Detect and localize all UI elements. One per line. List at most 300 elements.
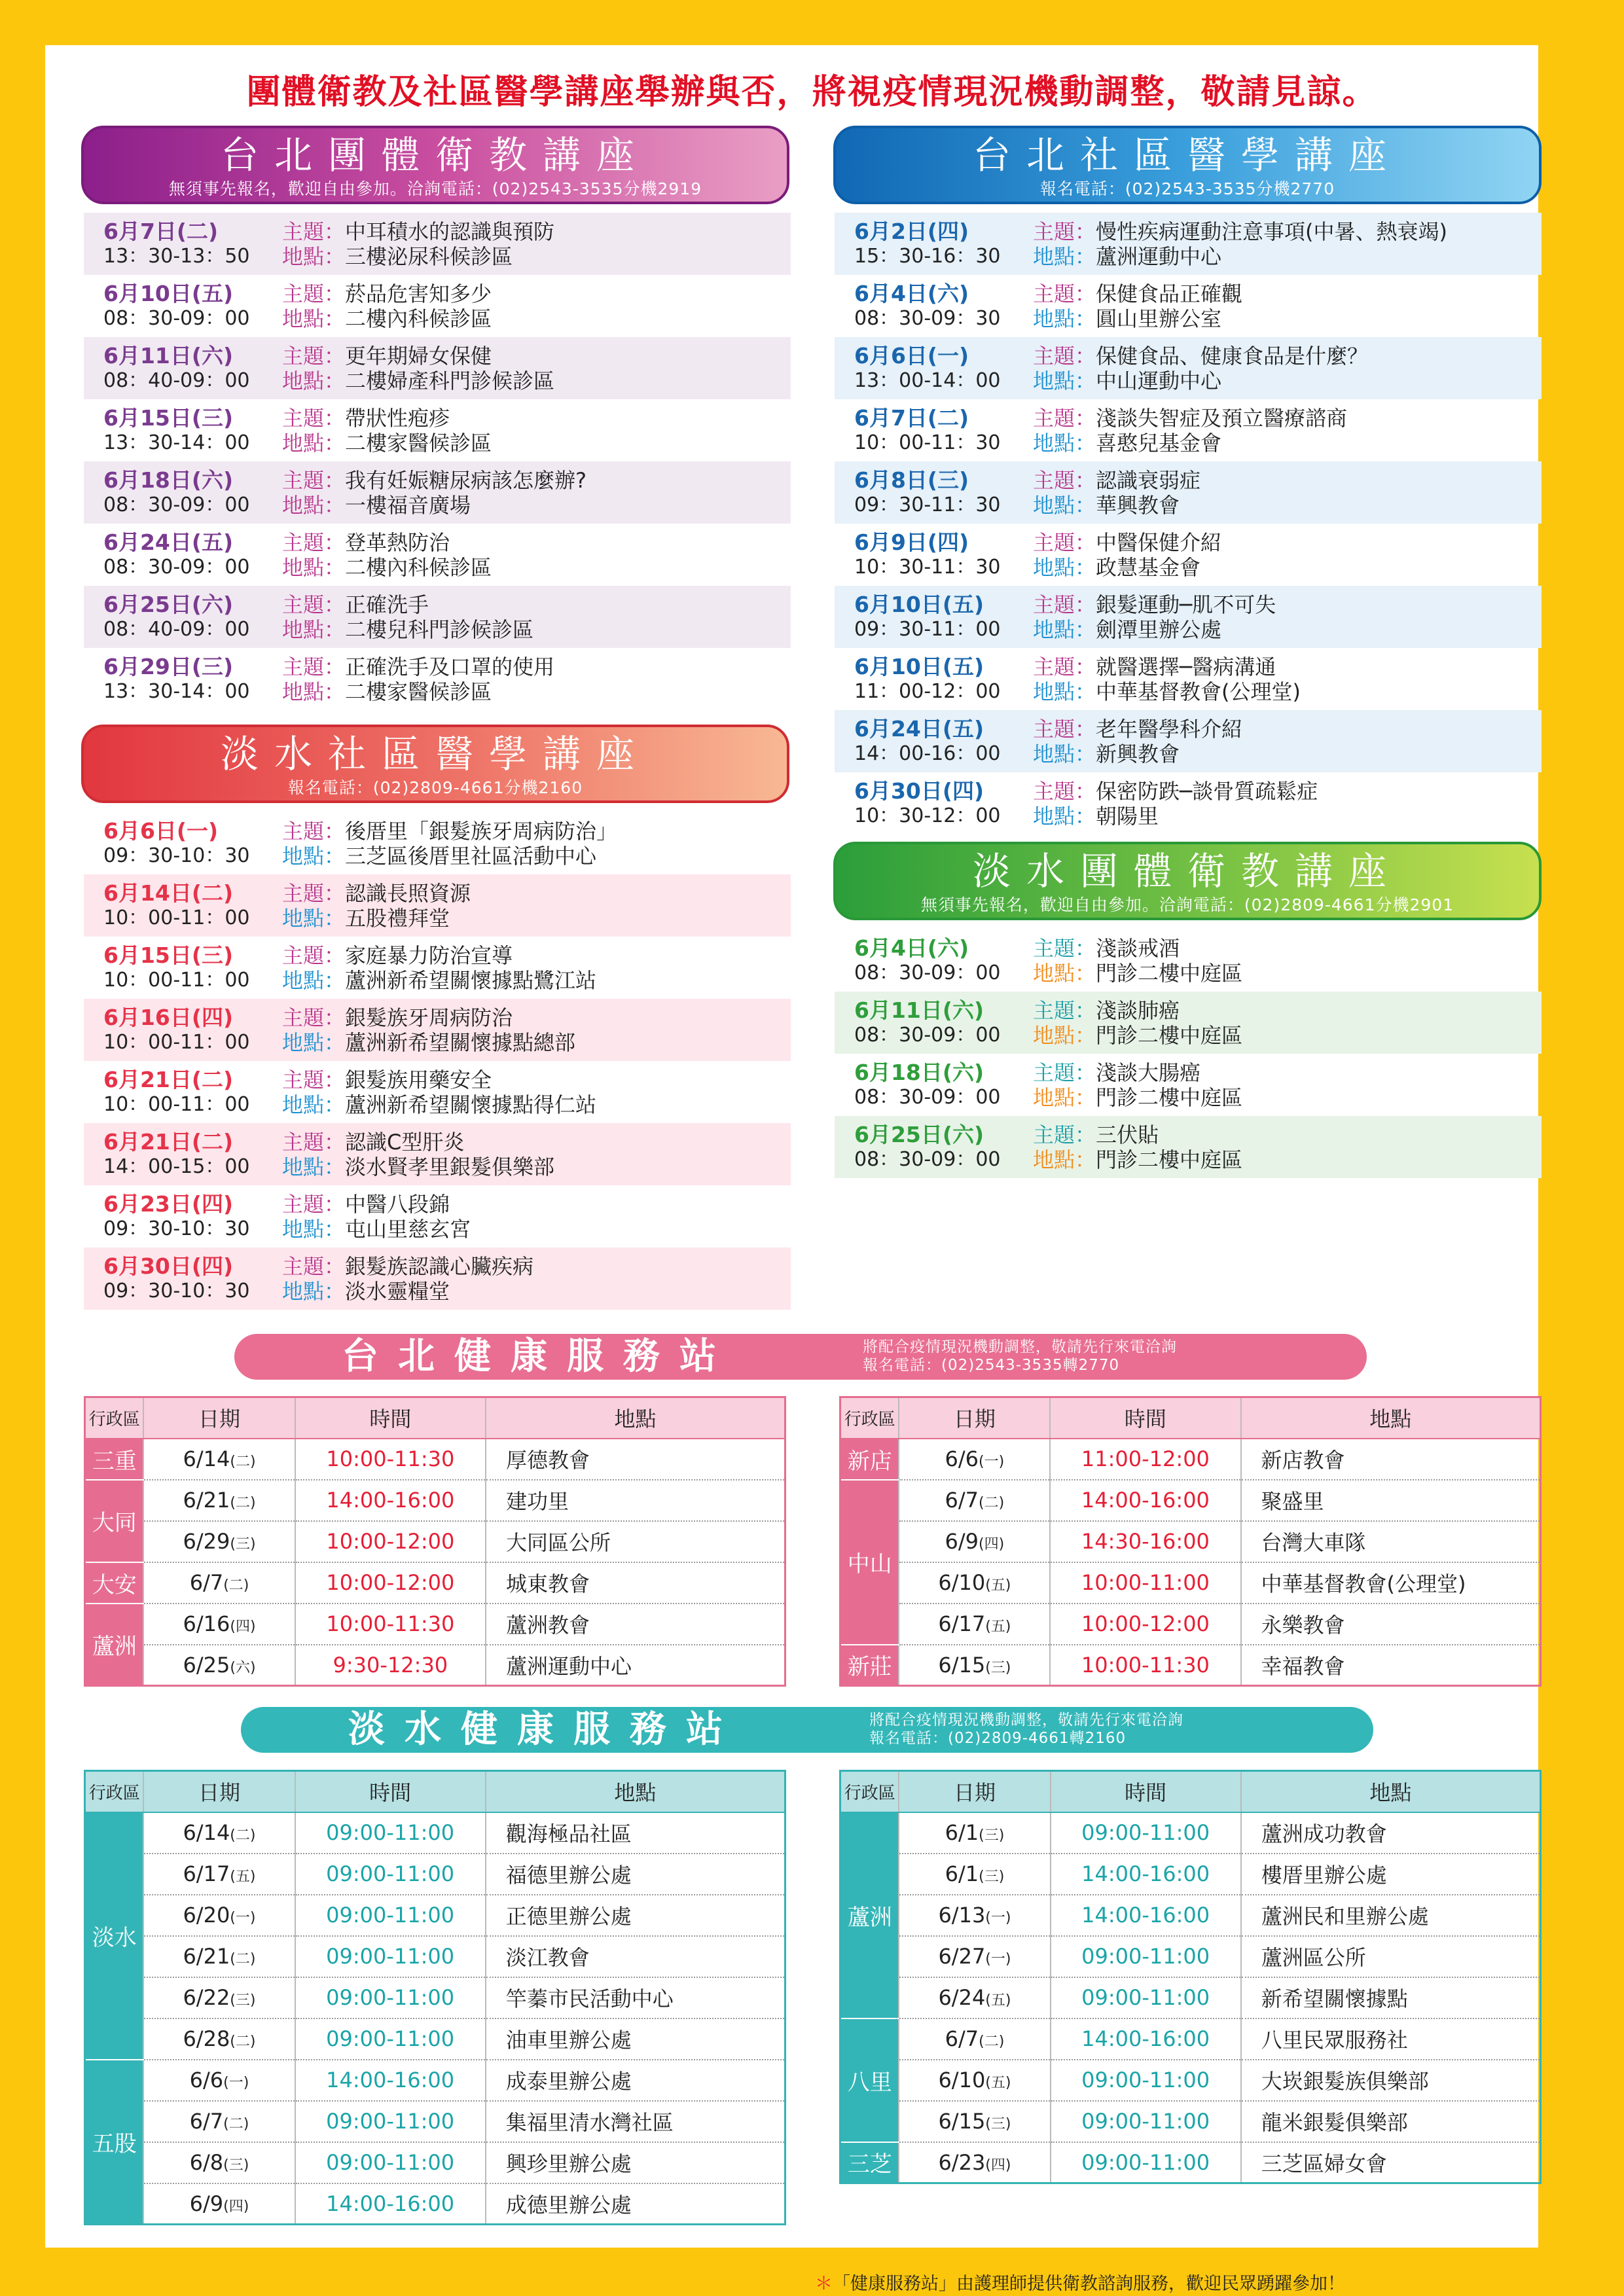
event-date: 6月16日(四)	[103, 1005, 234, 1030]
time-cell: 9:30-12:30	[295, 1645, 486, 1686]
event-datetime	[835, 461, 1033, 524]
weekday-value: (二)	[223, 1577, 249, 1594]
location-cell: 永樂教會	[1241, 1604, 1541, 1645]
time-cell: 14:00-16:00	[1051, 1895, 1241, 1936]
label-colon: ：	[1075, 742, 1096, 766]
place-label: 地點	[1033, 1023, 1075, 1048]
date-cell	[143, 1895, 295, 1936]
time-cell: 10:00-12:00	[295, 1521, 486, 1562]
event-row	[84, 399, 791, 461]
label-colon: ：	[324, 219, 346, 244]
event-time: 10：00-11：00	[103, 1031, 250, 1054]
label-colon: ：	[1075, 555, 1096, 580]
date-value: 6/6	[945, 1446, 979, 1471]
label-colon: ：	[324, 555, 346, 580]
weekday-value: (四)	[985, 2157, 1011, 2174]
event-topic-line	[282, 530, 492, 555]
time-cell: 14:00-16:00	[1050, 1480, 1240, 1521]
place-label: 地點	[282, 306, 325, 331]
station-title: 淡水健康服務站	[348, 1708, 742, 1751]
table-row	[85, 1854, 785, 1895]
event-time: 08：30-09：00	[854, 961, 1001, 984]
event-time: 10：00-11：00	[103, 969, 250, 992]
table-header-row	[840, 1397, 1541, 1439]
weekday-value: (三)	[979, 1869, 1005, 1885]
station-phone-line: 報名電話：(02)2809-4661轉2160	[869, 1730, 1127, 1747]
topic-label: 主題	[1033, 1060, 1075, 1085]
place-label: 地點	[1033, 244, 1075, 269]
event-place: 二樓家醫候診區	[345, 431, 492, 456]
weekday-value: (一)	[223, 2075, 249, 2091]
header-location: 地點	[486, 1397, 785, 1439]
location-cell: 觀海極品社區	[486, 1812, 785, 1854]
topic-label: 主題	[282, 219, 325, 244]
place-label: 地點	[1033, 617, 1075, 642]
location-cell: 成德里辦公處	[486, 2183, 785, 2225]
event-place-line	[282, 906, 471, 931]
event-date: 6月21日(二)	[103, 1067, 234, 1092]
date-value: 6/17	[938, 1611, 986, 1636]
label-colon: ：	[324, 406, 346, 431]
event-info	[1033, 213, 1447, 275]
table-row	[85, 2142, 785, 2183]
event-datetime	[835, 929, 1033, 992]
event-topic-line	[282, 1192, 471, 1217]
event-row	[835, 399, 1542, 461]
event-topic: 就醫選擇─醫病溝通	[1096, 655, 1276, 679]
event-datetime	[84, 648, 282, 710]
topic-label: 主題	[282, 1067, 325, 1092]
topic-label: 主題	[1033, 530, 1075, 555]
date-cell	[143, 1812, 295, 1854]
topic-label: 主題	[282, 1130, 325, 1155]
event-place-line	[282, 431, 492, 456]
event-topic-line	[282, 1254, 533, 1279]
date-value: 6/14	[183, 1446, 230, 1471]
date-cell	[143, 1645, 295, 1686]
event-date: 6月15日(三)	[103, 405, 234, 431]
weekday-value: (一)	[979, 1454, 1005, 1470]
weekday-value: (五)	[985, 1577, 1011, 1594]
table-header-row	[840, 1771, 1541, 1812]
event-row	[84, 1247, 791, 1310]
event-datetime	[84, 275, 282, 337]
event-time: 10：00-11：00	[103, 1093, 250, 1116]
event-date: 6月8日(三)	[854, 467, 969, 493]
date-cell	[143, 2018, 295, 2060]
event-datetime	[84, 1247, 282, 1310]
event-topic: 後厝里「銀髮族牙周病防治」	[345, 819, 618, 844]
header-time: 時間	[295, 1771, 486, 1812]
event-info	[282, 275, 492, 337]
label-colon: ：	[1075, 306, 1096, 331]
place-label: 地點	[282, 844, 325, 869]
event-date: 6月15日(三)	[103, 942, 234, 968]
weekday-value: (二)	[979, 1495, 1005, 1511]
event-info	[1033, 1054, 1242, 1116]
event-row	[84, 1061, 791, 1123]
event-row	[835, 524, 1542, 586]
event-place-line	[282, 1155, 554, 1179]
topic-label: 主題	[1033, 779, 1075, 804]
weekday-value: (四)	[223, 2198, 249, 2215]
taipei-station-table-left	[84, 1396, 786, 1687]
district-cell: 大同	[85, 1480, 144, 1562]
event-topic: 保健食品、健康食品是什麼？	[1096, 344, 1369, 368]
event-datetime	[835, 524, 1033, 586]
weekday-value: (二)	[230, 1827, 256, 1844]
event-info	[1033, 337, 1368, 399]
event-topic: 認識長照資源	[345, 881, 471, 906]
topic-label: 主題	[282, 592, 325, 617]
label-colon: ：	[324, 1155, 346, 1179]
label-colon: ：	[324, 1217, 346, 1242]
event-place-line	[282, 244, 554, 269]
weekday-value: (六)	[230, 1659, 256, 1676]
date-value: 6/23	[938, 2149, 986, 2175]
event-place: 劍潭里辦公處	[1096, 617, 1222, 642]
event-topic: 淺談肺癌	[1096, 998, 1180, 1023]
time-cell: 10:00-11:30	[295, 1604, 486, 1645]
event-info	[1033, 461, 1200, 524]
table-row	[840, 2101, 1541, 2142]
event-place: 喜憨兒基金會	[1096, 431, 1222, 456]
event-topic: 三伏貼	[1096, 1122, 1159, 1147]
event-place: 朝陽里	[1096, 804, 1159, 829]
date-value: 6/1	[945, 1861, 979, 1886]
event-datetime	[835, 992, 1033, 1054]
label-colon: ：	[324, 1279, 346, 1304]
location-cell: 八里民眾服務社	[1241, 2018, 1541, 2060]
time-cell: 10:00-12:00	[295, 1562, 486, 1604]
date-value: 6/9	[189, 2191, 224, 2216]
district-cell: 五股	[85, 2060, 144, 2225]
label-colon: ：	[324, 530, 346, 555]
event-time: 08：30-09：00	[103, 307, 250, 330]
event-datetime	[835, 337, 1033, 399]
tamsui-station-table-left	[84, 1770, 786, 2225]
location-cell: 龍米銀髮俱樂部	[1241, 2101, 1541, 2142]
place-label: 地點	[1033, 804, 1075, 829]
topic-label: 主題	[282, 1254, 325, 1279]
event-topic-line	[1033, 592, 1276, 617]
event-time: 15：30-16：30	[854, 245, 1001, 268]
event-date: 6月18日(六)	[854, 1060, 984, 1085]
event-place-line	[282, 844, 617, 869]
event-topic-line	[282, 592, 533, 617]
event-row	[835, 461, 1542, 524]
event-topic: 淺談戒酒	[1096, 936, 1180, 961]
event-topic-line	[282, 344, 554, 368]
header-district: 行政區	[85, 1397, 144, 1439]
header-time: 時間	[295, 1397, 486, 1439]
event-topic-line	[282, 1067, 596, 1092]
event-place: 中山運動中心	[1096, 368, 1222, 393]
table-row	[840, 1895, 1541, 1936]
location-cell: 厚德教會	[486, 1439, 785, 1480]
event-topic: 中耳積水的認識與預防	[345, 219, 555, 244]
table-row	[85, 1936, 785, 1977]
weekday-value: (三)	[985, 1659, 1011, 1676]
event-info	[282, 524, 492, 586]
location-cell: 成泰里辦公處	[486, 2060, 785, 2101]
date-cell	[899, 1480, 1050, 1521]
place-label: 地點	[1033, 555, 1075, 580]
event-row	[835, 1054, 1542, 1116]
place-label: 地點	[1033, 679, 1075, 704]
event-topic-line	[1033, 281, 1242, 306]
header-date: 日期	[899, 1771, 1050, 1812]
table-row	[840, 1854, 1541, 1895]
event-place: 三樓泌尿科候診區	[345, 244, 513, 269]
tamsui-group-event-list	[835, 929, 1542, 1178]
weekday-value: (三)	[985, 2116, 1011, 2132]
event-topic-line	[282, 1005, 575, 1030]
event-row	[835, 929, 1542, 992]
place-label: 地點	[282, 555, 325, 580]
location-cell: 樓厝里辦公處	[1241, 1854, 1541, 1895]
event-datetime	[84, 937, 282, 999]
tamsui-comm-banner	[81, 725, 789, 803]
taipei-station-table-right	[839, 1396, 1542, 1687]
event-info	[282, 1247, 533, 1310]
date-cell	[143, 1480, 295, 1521]
event-row	[84, 999, 791, 1061]
label-colon: ：	[1075, 493, 1096, 518]
weekday-value: (三)	[230, 1536, 256, 1552]
date-value: 6/9	[945, 1529, 979, 1554]
event-info	[1033, 648, 1301, 710]
event-time: 10：00-11：00	[103, 906, 250, 929]
event-topic-line	[282, 281, 492, 306]
event-datetime	[84, 461, 282, 524]
table-row	[840, 1604, 1541, 1645]
weekday-value: (五)	[985, 1992, 1011, 2009]
event-datetime	[835, 648, 1033, 710]
event-time: 10：00-11：30	[854, 431, 1001, 454]
event-row	[84, 275, 791, 337]
header-district: 行政區	[840, 1771, 899, 1812]
date-value: 6/17	[183, 1861, 230, 1886]
weekday-value: (三)	[979, 1827, 1005, 1844]
label-colon: ：	[324, 244, 346, 269]
event-info	[1033, 399, 1347, 461]
location-cell: 大同區公所	[486, 1521, 785, 1562]
date-value: 6/28	[183, 2026, 230, 2051]
event-date: 6月23日(四)	[103, 1191, 234, 1217]
location-cell: 蘆洲教會	[486, 1604, 785, 1645]
banner-subtitle: 報名電話：(02)2543-3535分機2770	[1039, 179, 1335, 198]
time-cell: 09:00-11:00	[295, 1854, 486, 1895]
date-value: 6/15	[938, 1652, 986, 1677]
event-info	[282, 999, 575, 1061]
topic-label: 主題	[282, 344, 325, 368]
event-time: 08：40-09：00	[103, 618, 250, 641]
label-colon: ：	[324, 881, 346, 906]
event-topic: 認識C型肝炎	[345, 1130, 465, 1155]
banner-title: 台北社區醫學講座	[972, 133, 1402, 177]
event-topic: 老年醫學科介紹	[1096, 717, 1243, 742]
location-cell: 興珍里辦公處	[486, 2142, 785, 2183]
taipei-group-event-list	[84, 213, 791, 710]
date-value: 6/6	[189, 2068, 224, 2092]
topic-label: 主題	[282, 819, 325, 844]
date-cell	[143, 1439, 295, 1480]
event-row	[84, 812, 791, 874]
event-topic: 銀髮族牙周病防治	[345, 1005, 513, 1030]
event-datetime	[84, 524, 282, 586]
place-label: 地點	[1033, 368, 1075, 393]
event-time: 08：30-09：30	[854, 307, 1001, 330]
label-colon: ：	[324, 493, 346, 518]
date-cell	[143, 1562, 295, 1604]
label-colon: ：	[324, 1005, 346, 1030]
event-place-line	[282, 306, 492, 331]
time-cell: 14:00-16:00	[295, 1480, 486, 1521]
station-note-line: 將配合疫情現況機動調整，敬請先行來電洽詢	[869, 1712, 1183, 1729]
event-info	[282, 213, 554, 275]
location-cell: 中華基督教會(公理堂)	[1241, 1562, 1541, 1604]
tamsui-station-bar	[241, 1707, 1373, 1753]
place-label: 地點	[282, 244, 325, 269]
event-topic-line	[282, 943, 596, 968]
event-topic: 保密防跌─談骨質疏鬆症	[1096, 779, 1318, 804]
station-note-line: 將配合疫情現況機動調整，敬請先行來電洽詢	[863, 1338, 1177, 1355]
event-place: 二樓婦產科門診候診區	[345, 368, 555, 393]
event-row	[835, 648, 1542, 710]
place-label: 地點	[282, 1155, 325, 1179]
header-location: 地點	[486, 1771, 785, 1812]
event-date: 6月11日(六)	[854, 997, 984, 1023]
place-label: 地點	[1033, 493, 1075, 518]
location-cell: 油車里辦公處	[486, 2018, 785, 2060]
event-info	[1033, 275, 1242, 337]
event-place-line	[282, 1279, 533, 1304]
table-row	[85, 1521, 785, 1562]
date-cell	[899, 1604, 1050, 1645]
table-row	[840, 1936, 1541, 1977]
date-value: 6/14	[183, 1820, 230, 1845]
topic-label: 主題	[1033, 936, 1075, 961]
event-row	[84, 461, 791, 524]
event-datetime	[84, 1185, 282, 1247]
event-row	[84, 1185, 791, 1247]
location-cell: 聚盛里	[1241, 1480, 1541, 1521]
date-cell	[899, 1895, 1050, 1936]
event-place: 蘆洲新希望關懷據點總部	[345, 1030, 576, 1055]
weekday-value: (二)	[230, 1951, 256, 1967]
district-cell: 淡水	[85, 1812, 144, 2060]
date-cell	[899, 2018, 1050, 2060]
time-cell: 09:00-11:00	[295, 2142, 486, 2183]
date-value: 6/7	[189, 1570, 224, 1595]
location-cell: 蘆洲運動中心	[486, 1645, 785, 1686]
event-info	[282, 1185, 471, 1247]
event-info	[282, 586, 533, 648]
event-topic: 慢性疾病運動注意事項(中暑、熱衰竭)	[1096, 219, 1448, 244]
event-datetime	[835, 586, 1033, 648]
label-colon: ：	[324, 968, 346, 993]
table-row	[85, 1480, 785, 1521]
date-value: 6/21	[183, 1488, 230, 1513]
banner-subtitle: 無須事先報名，歡迎自由參加。洽詢電話：(02)2543-3535分機2919	[168, 179, 702, 198]
event-topic: 銀髮族用藥安全	[345, 1067, 492, 1092]
event-datetime	[84, 213, 282, 275]
label-colon: ：	[324, 368, 346, 393]
event-info	[282, 937, 596, 999]
time-cell: 10:00-11:00	[1050, 1562, 1240, 1604]
time-cell: 09:00-11:00	[1051, 1936, 1241, 1977]
tamsui-comm-event-list	[84, 812, 791, 1310]
weekday-value: (五)	[985, 1619, 1011, 1635]
label-colon: ：	[1075, 717, 1096, 742]
event-date: 6月30日(四)	[103, 1253, 234, 1279]
label-colon: ：	[1075, 368, 1096, 393]
event-place-line	[1033, 617, 1276, 642]
notice-headline: 團體衛教及社區醫學講座舉辦與否，將視疫情現況機動調整，敬請見諒。	[246, 73, 1378, 112]
banner-subtitle: 報名電話：(02)2809-4661分機2160	[287, 778, 583, 797]
event-datetime	[835, 213, 1033, 275]
event-datetime	[84, 999, 282, 1061]
event-row	[84, 524, 791, 586]
location-cell: 大崁銀髮族俱樂部	[1241, 2060, 1541, 2101]
event-time: 10：30-11：30	[854, 556, 1001, 579]
event-topic-line	[1033, 219, 1447, 244]
event-time: 09：30-11：30	[854, 493, 1001, 516]
footer-note	[815, 2269, 1345, 2295]
topic-label: 主題	[282, 530, 325, 555]
station-title: 台北健康服務站	[342, 1335, 736, 1378]
weekday-value: (二)	[230, 1454, 256, 1470]
taipei-comm-banner	[833, 126, 1542, 204]
place-label: 地點	[282, 368, 325, 393]
event-topic-line	[1033, 998, 1242, 1023]
time-cell: 09:00-11:00	[1051, 2142, 1241, 2183]
event-date: 6月9日(四)	[854, 529, 969, 555]
event-place-line	[1033, 679, 1301, 704]
event-place: 一樓福音廣場	[345, 493, 471, 518]
header-time: 時間	[1050, 1397, 1240, 1439]
event-row	[835, 992, 1542, 1054]
event-topic-line	[1033, 468, 1200, 493]
event-row	[84, 586, 791, 648]
event-row	[835, 710, 1542, 772]
label-colon: ：	[1075, 655, 1096, 679]
event-date: 6月18日(六)	[103, 467, 234, 493]
topic-label: 主題	[1033, 468, 1075, 493]
date-value: 6/29	[183, 1529, 230, 1554]
event-info	[282, 399, 492, 461]
weekday-value: (一)	[230, 1910, 256, 1926]
date-value: 6/7	[945, 1488, 979, 1513]
event-datetime	[84, 1123, 282, 1185]
date-cell	[899, 2142, 1050, 2183]
event-date: 6月6日(一)	[854, 343, 969, 368]
event-row	[835, 337, 1542, 399]
table-row	[840, 1977, 1541, 2018]
event-row	[835, 213, 1542, 275]
location-cell: 三芝區婦女會	[1241, 2142, 1541, 2183]
label-colon: ：	[1075, 961, 1096, 986]
label-colon: ：	[1075, 617, 1096, 642]
event-place: 中華基督教會(公理堂)	[1096, 679, 1301, 704]
event-info	[1033, 992, 1242, 1054]
date-cell	[899, 1977, 1050, 2018]
event-topic-line	[1033, 1060, 1242, 1085]
location-cell: 淡江教會	[486, 1936, 785, 1977]
topic-label: 主題	[1033, 592, 1075, 617]
location-cell: 幸福教會	[1241, 1645, 1541, 1686]
